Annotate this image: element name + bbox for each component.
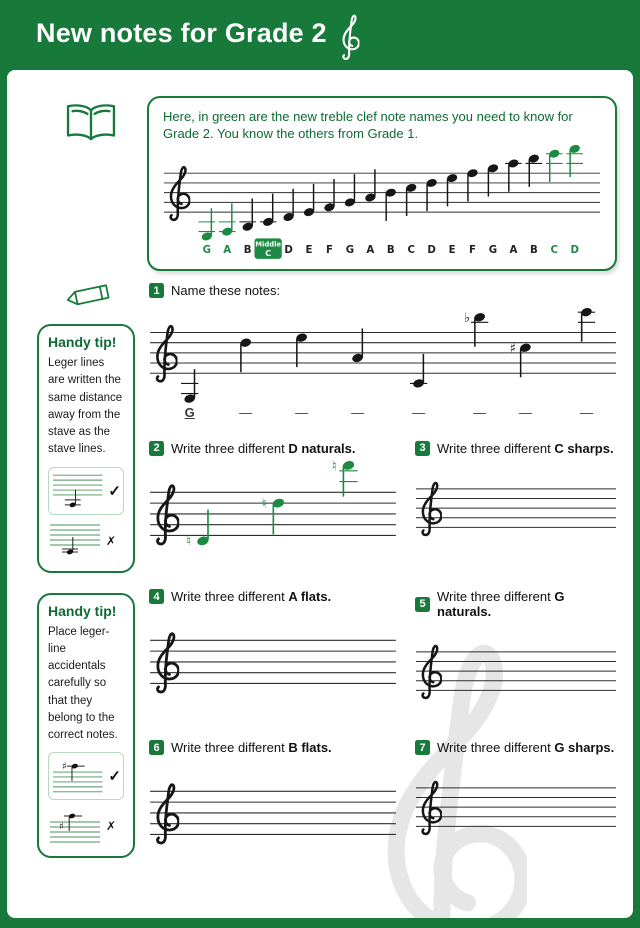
answer-blank: — bbox=[518, 404, 532, 420]
svg-text:♮: ♮ bbox=[331, 459, 337, 475]
worksheet bbox=[7, 70, 633, 918]
exercise-6-staff bbox=[149, 759, 397, 872]
handy-tip-1 bbox=[37, 324, 135, 573]
answer-blank: — bbox=[239, 404, 253, 420]
accidental-correct-staff bbox=[51, 756, 104, 796]
exercise-4-header bbox=[149, 589, 397, 604]
check-mark: ✓ bbox=[108, 768, 121, 786]
svg-text:B: B bbox=[243, 245, 252, 257]
treble-clef-icon bbox=[337, 7, 361, 63]
exercise-3-number: 3 bbox=[415, 441, 430, 456]
svg-text:G: G bbox=[345, 245, 355, 257]
page-title: New notes for Grade 2 bbox=[36, 17, 327, 48]
exercise-7-number: 7 bbox=[415, 740, 430, 755]
intro-staff-svg bbox=[163, 144, 601, 261]
new-notes-info-box bbox=[147, 96, 617, 271]
exercise-6 bbox=[149, 740, 397, 872]
exercise-5 bbox=[415, 589, 617, 724]
svg-text:F: F bbox=[325, 245, 333, 257]
exercise-2-staff bbox=[149, 460, 397, 573]
svg-text:D: D bbox=[284, 245, 293, 257]
ex2-staff-svg bbox=[149, 460, 397, 573]
svg-text:♯: ♯ bbox=[59, 821, 64, 833]
exercise-6-number: 6 bbox=[149, 740, 164, 755]
svg-text:D: D bbox=[427, 245, 436, 257]
svg-text:G: G bbox=[488, 245, 498, 257]
exercise-6-label: Write three different B flats. bbox=[171, 740, 332, 756]
exercise-4-staff bbox=[149, 608, 397, 721]
book-icon-wrap bbox=[47, 102, 135, 142]
exercise-3-label: Write three different C sharps. bbox=[437, 440, 614, 456]
exercise-1-number: 1 bbox=[149, 283, 164, 298]
ex4-staff-svg bbox=[149, 608, 397, 721]
exercise-1-label: Name these notes: bbox=[171, 283, 281, 299]
answer-blank: — bbox=[412, 404, 426, 420]
exercise-1-header bbox=[149, 283, 617, 298]
exercise-7-label: Write three different G sharps. bbox=[437, 740, 615, 756]
exercise-2-header bbox=[149, 441, 397, 456]
ex6-staff-svg bbox=[149, 759, 397, 872]
page-header bbox=[0, 0, 640, 70]
exercise-3 bbox=[415, 441, 617, 573]
exercise-7-header bbox=[415, 740, 617, 755]
leger-correct-demo bbox=[48, 467, 124, 515]
intro-text: Here, in green are the new treble clef note names you need to know for Grade 2. You know the others from Grade 1. bbox=[163, 109, 573, 142]
svg-text:Middle: Middle bbox=[255, 240, 282, 249]
exercise-2-label: Write three different D naturals. bbox=[171, 440, 356, 456]
exercise-5-staff bbox=[415, 623, 617, 724]
open-book-icon bbox=[64, 102, 118, 142]
ex7-staff-svg bbox=[415, 759, 617, 860]
note-names-staff bbox=[163, 144, 601, 261]
exercise-7 bbox=[415, 740, 617, 872]
svg-text:G: G bbox=[202, 245, 211, 257]
exercises-column bbox=[149, 281, 617, 872]
exercise-1 bbox=[149, 283, 617, 425]
svg-text:♭: ♭ bbox=[463, 310, 471, 326]
svg-text:E: E bbox=[305, 245, 313, 257]
exercise-row-4-5 bbox=[149, 589, 617, 724]
handy-tip-2-text: Place leger-line accidentals carefully so that they belong to the correct notes. bbox=[48, 625, 118, 742]
check-mark: ✓ bbox=[108, 482, 121, 500]
exercise-1-answers bbox=[149, 405, 617, 425]
svg-text:B: B bbox=[386, 245, 395, 257]
svg-text:B: B bbox=[529, 245, 538, 257]
handy-tip-1-text: Leger lines are written the same distance away from the stave as the stave lines. bbox=[48, 357, 123, 456]
exercise-2 bbox=[149, 441, 397, 573]
exercise-3-header bbox=[415, 441, 617, 456]
accidental-wrong-staff bbox=[48, 806, 102, 846]
leger-correct-staff bbox=[51, 471, 104, 511]
ex3-staff-svg bbox=[415, 460, 617, 561]
pencil-icon bbox=[63, 281, 113, 312]
svg-text:A: A bbox=[366, 245, 375, 257]
leger-wrong-staff bbox=[48, 521, 102, 561]
intro-row bbox=[7, 70, 633, 271]
svg-text:E: E bbox=[448, 245, 456, 257]
exercise-4-number: 4 bbox=[149, 589, 164, 604]
handy-tip-1-title: Handy tip! bbox=[48, 334, 117, 351]
answer-example: G bbox=[184, 404, 195, 420]
ex5-staff-svg bbox=[415, 623, 617, 724]
answer-blank: — bbox=[579, 404, 593, 420]
accidental-wrong-demo bbox=[48, 806, 124, 846]
answer-blank: — bbox=[473, 404, 487, 420]
svg-text:C: C bbox=[550, 245, 559, 257]
exercise-5-label: Write three different G naturals. bbox=[437, 589, 565, 620]
svg-text:D: D bbox=[570, 245, 579, 257]
exercise-4 bbox=[149, 589, 397, 724]
answer-blank: — bbox=[295, 404, 309, 420]
accidental-correct-demo bbox=[48, 752, 124, 800]
svg-text:♮: ♮ bbox=[261, 495, 267, 512]
main-grid bbox=[7, 271, 633, 872]
svg-text:C: C bbox=[265, 248, 272, 259]
svg-text:♮: ♮ bbox=[186, 533, 192, 550]
exercise-2-number: 2 bbox=[149, 441, 164, 456]
exercise-7-staff bbox=[415, 759, 617, 860]
exercise-3-staff bbox=[415, 460, 617, 561]
svg-text:F: F bbox=[469, 245, 477, 257]
svg-text:A: A bbox=[509, 245, 518, 257]
cross-mark: ✗ bbox=[106, 533, 117, 548]
exercise-5-number: 5 bbox=[415, 597, 430, 612]
svg-text:A: A bbox=[223, 245, 232, 257]
exercise-row-2-3 bbox=[149, 441, 617, 573]
cross-mark: ✗ bbox=[106, 819, 117, 834]
svg-text:♯: ♯ bbox=[509, 341, 517, 357]
leger-wrong-demo bbox=[48, 521, 124, 561]
svg-text:C: C bbox=[407, 245, 415, 257]
exercise-4-label: Write three different A flats. bbox=[171, 589, 332, 605]
exercise-1-staff bbox=[149, 302, 617, 409]
left-column bbox=[37, 281, 135, 872]
exercise-6-header bbox=[149, 740, 397, 755]
handy-tip-2 bbox=[37, 593, 135, 859]
svg-text:♯: ♯ bbox=[61, 761, 67, 773]
ex1-staff-svg bbox=[149, 302, 617, 409]
handy-tip-2-title: Handy tip! bbox=[48, 602, 117, 619]
exercise-row-6-7 bbox=[149, 740, 617, 872]
exercise-5-header bbox=[415, 589, 617, 619]
answer-blank: — bbox=[351, 404, 365, 420]
